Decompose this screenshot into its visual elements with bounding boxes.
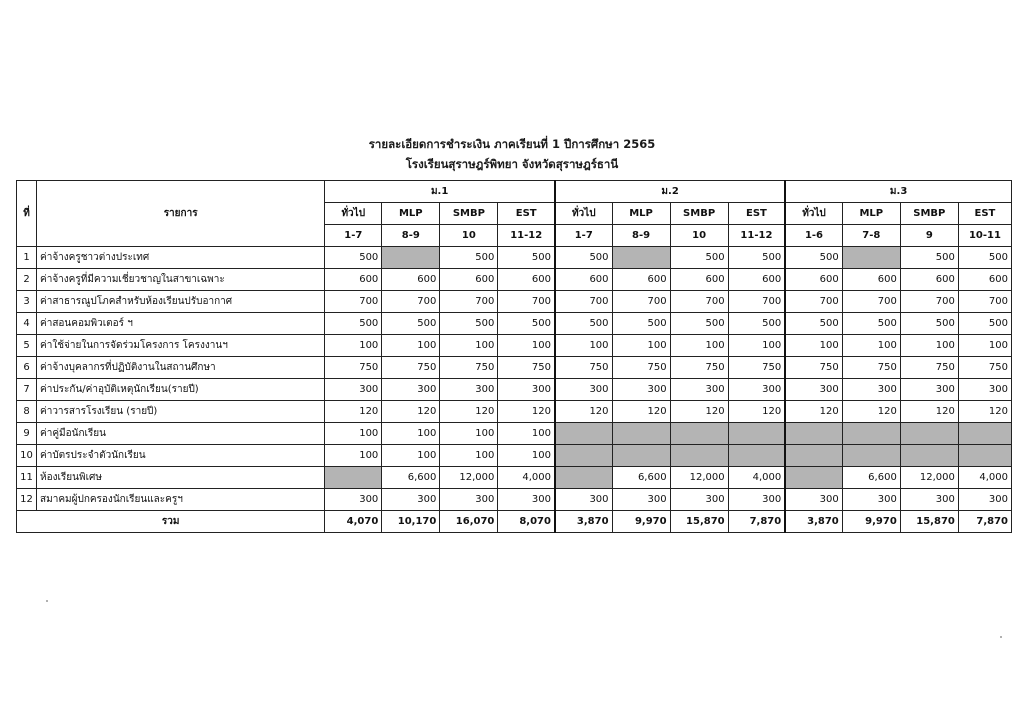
- grade-group-header: ม.3: [785, 181, 1011, 203]
- fee-cell: 750: [900, 357, 958, 379]
- fee-cell: 300: [440, 489, 498, 511]
- scan-speck: [1000, 636, 1002, 638]
- fee-cell: 700: [382, 291, 440, 313]
- col-item-header: รายการ: [37, 181, 325, 247]
- fee-cell: 700: [900, 291, 958, 313]
- shaded-empty-cell: [958, 445, 1011, 467]
- program-header: ทั่วไป: [785, 203, 842, 225]
- fee-cell: 500: [498, 313, 555, 335]
- shaded-empty-cell: [325, 467, 382, 489]
- row-item-label: ค่าสาธารณูปโภคสำหรับห้องเรียนปรับอากาศ: [37, 291, 325, 313]
- shaded-empty-cell: [785, 467, 842, 489]
- row-number: 5: [17, 335, 37, 357]
- fee-cell: 100: [670, 335, 728, 357]
- fee-cell: 600: [900, 269, 958, 291]
- fee-cell: 300: [670, 489, 728, 511]
- program-header: MLP: [612, 203, 670, 225]
- fee-cell: 100: [325, 335, 382, 357]
- fee-cell: 100: [440, 445, 498, 467]
- fee-cell: 500: [325, 247, 382, 269]
- room-range-header: 1-6: [785, 225, 842, 247]
- row-item-label: ค่าจ้างบุคลากรที่ปฏิบัติงานในสถานศึกษา: [37, 357, 325, 379]
- program-header: EST: [958, 203, 1011, 225]
- table-body: [17, 247, 1012, 533]
- fee-cell: 300: [958, 489, 1011, 511]
- total-cell: 7,870: [728, 511, 785, 533]
- fee-cell: 4,000: [728, 467, 785, 489]
- room-range-header: 10-11: [958, 225, 1011, 247]
- shaded-empty-cell: [555, 445, 612, 467]
- shaded-empty-cell: [612, 445, 670, 467]
- fee-cell: 600: [612, 269, 670, 291]
- fee-cell: 100: [498, 335, 555, 357]
- table-row: [17, 247, 1012, 269]
- fee-cell: 700: [728, 291, 785, 313]
- table-row: [17, 269, 1012, 291]
- fee-cell: 100: [842, 335, 900, 357]
- row-number: 7: [17, 379, 37, 401]
- fee-cell: 120: [555, 401, 612, 423]
- fee-cell: 100: [382, 423, 440, 445]
- fee-cell: 750: [785, 357, 842, 379]
- fee-cell: 750: [555, 357, 612, 379]
- shaded-empty-cell: [728, 423, 785, 445]
- fee-cell: 750: [670, 357, 728, 379]
- shaded-empty-cell: [900, 423, 958, 445]
- table-row: [17, 489, 1012, 511]
- fee-cell: 100: [785, 335, 842, 357]
- table-row: [17, 445, 1012, 467]
- program-header: SMBP: [440, 203, 498, 225]
- row-item-label: ค่าวารสารโรงเรียน (รายปี): [37, 401, 325, 423]
- fee-cell: 300: [728, 489, 785, 511]
- fee-cell: 300: [382, 489, 440, 511]
- shaded-empty-cell: [842, 423, 900, 445]
- fee-cell: 100: [728, 335, 785, 357]
- shaded-empty-cell: [670, 445, 728, 467]
- fee-cell: 100: [498, 423, 555, 445]
- fee-cell: 500: [958, 247, 1011, 269]
- shaded-empty-cell: [785, 445, 842, 467]
- fee-cell: 600: [728, 269, 785, 291]
- room-range-header: 11-12: [498, 225, 555, 247]
- room-range-header: 1-7: [325, 225, 382, 247]
- title-line-1: รายละเอียดการชำระเงิน ภาคเรียนที่ 1 ปีการศึกษา 2565: [368, 137, 656, 151]
- fee-cell: 600: [842, 269, 900, 291]
- shaded-empty-cell: [555, 467, 612, 489]
- fee-cell: 500: [670, 247, 728, 269]
- fee-cell: 750: [842, 357, 900, 379]
- row-number: 4: [17, 313, 37, 335]
- fee-cell: 300: [785, 379, 842, 401]
- row-number: 10: [17, 445, 37, 467]
- table-row: [17, 467, 1012, 489]
- fee-cell: 500: [382, 313, 440, 335]
- fee-table: [16, 180, 1012, 533]
- fee-cell: 500: [728, 247, 785, 269]
- total-cell: 7,870: [958, 511, 1011, 533]
- fee-cell: 100: [325, 423, 382, 445]
- fee-cell: 500: [728, 313, 785, 335]
- room-range-header: 9: [900, 225, 958, 247]
- shaded-empty-cell: [382, 247, 440, 269]
- fee-cell: 120: [670, 401, 728, 423]
- fee-cell: 100: [498, 445, 555, 467]
- total-cell: 4,070: [325, 511, 382, 533]
- fee-cell: 600: [325, 269, 382, 291]
- shaded-empty-cell: [900, 445, 958, 467]
- fee-cell: 120: [440, 401, 498, 423]
- row-item-label: ค่าคู่มือนักเรียน: [37, 423, 325, 445]
- program-header: MLP: [382, 203, 440, 225]
- fee-cell: 700: [842, 291, 900, 313]
- col-number-header: ที่: [17, 181, 37, 247]
- total-label: รวม: [17, 511, 325, 533]
- row-item-label: ค่าประกัน/ค่าอุบัติเหตุนักเรียน(รายปี): [37, 379, 325, 401]
- fee-cell: 300: [728, 379, 785, 401]
- fee-cell: 750: [382, 357, 440, 379]
- fee-cell: 300: [900, 379, 958, 401]
- row-number: 1: [17, 247, 37, 269]
- table-row: [17, 379, 1012, 401]
- fee-cell: 500: [440, 247, 498, 269]
- shaded-empty-cell: [728, 445, 785, 467]
- fee-cell: 100: [382, 445, 440, 467]
- fee-cell: 600: [498, 269, 555, 291]
- fee-cell: 300: [785, 489, 842, 511]
- total-cell: 15,870: [900, 511, 958, 533]
- fee-cell: 300: [325, 379, 382, 401]
- fee-cell: 120: [498, 401, 555, 423]
- grade-group-header: ม.2: [555, 181, 785, 203]
- room-range-header: 8-9: [612, 225, 670, 247]
- total-row: [17, 511, 1012, 533]
- fee-cell: 300: [325, 489, 382, 511]
- fee-cell: 300: [670, 379, 728, 401]
- title-line-2: โรงเรียนสุราษฎร์พิทยา จังหวัดสุราษฎร์ธานี: [405, 157, 619, 171]
- fee-cell: 700: [785, 291, 842, 313]
- fee-cell: 100: [440, 335, 498, 357]
- fee-cell: 300: [958, 379, 1011, 401]
- grade-group-header: ม.1: [325, 181, 555, 203]
- program-header: ทั่วไป: [325, 203, 382, 225]
- fee-cell: 6,600: [382, 467, 440, 489]
- fee-cell: 300: [842, 489, 900, 511]
- fee-cell: 500: [555, 247, 612, 269]
- fee-cell: 4,000: [498, 467, 555, 489]
- fee-cell: 600: [440, 269, 498, 291]
- fee-cell: 500: [612, 313, 670, 335]
- fee-cell: 500: [325, 313, 382, 335]
- row-number: 9: [17, 423, 37, 445]
- fee-cell: 700: [325, 291, 382, 313]
- room-range-header: 1-7: [555, 225, 612, 247]
- fee-cell: 600: [785, 269, 842, 291]
- table-row: [17, 401, 1012, 423]
- row-number: 12: [17, 489, 37, 511]
- fee-cell: 600: [958, 269, 1011, 291]
- fee-cell: 600: [555, 269, 612, 291]
- fee-cell: 750: [612, 357, 670, 379]
- fee-cell: 120: [785, 401, 842, 423]
- fee-cell: 700: [670, 291, 728, 313]
- total-cell: 9,970: [612, 511, 670, 533]
- shaded-empty-cell: [842, 247, 900, 269]
- fee-cell: 300: [612, 379, 670, 401]
- total-cell: 3,870: [555, 511, 612, 533]
- fee-cell: 120: [728, 401, 785, 423]
- fee-cell: 300: [900, 489, 958, 511]
- fee-cell: 500: [555, 313, 612, 335]
- fee-cell: 600: [382, 269, 440, 291]
- row-item-label: ค่าใช้จ่ายในการจัดร่วมโครงการ โครงงานฯ: [37, 335, 325, 357]
- document-title: [0, 134, 1024, 174]
- fee-cell: 750: [325, 357, 382, 379]
- room-range-header: 7-8: [842, 225, 900, 247]
- row-item-label: ค่าจ้างครูชาวต่างประเทศ: [37, 247, 325, 269]
- fee-cell: 500: [785, 313, 842, 335]
- row-number: 3: [17, 291, 37, 313]
- fee-cell: 300: [498, 379, 555, 401]
- fee-cell: 700: [498, 291, 555, 313]
- fee-cell: 500: [900, 313, 958, 335]
- fee-cell: 300: [842, 379, 900, 401]
- fee-cell: 700: [612, 291, 670, 313]
- program-header: EST: [498, 203, 555, 225]
- fee-cell: 12,000: [670, 467, 728, 489]
- program-header: SMBP: [900, 203, 958, 225]
- shaded-empty-cell: [612, 423, 670, 445]
- total-cell: 15,870: [670, 511, 728, 533]
- total-cell: 8,070: [498, 511, 555, 533]
- fee-cell: 750: [498, 357, 555, 379]
- total-cell: 10,170: [382, 511, 440, 533]
- fee-cell: 120: [382, 401, 440, 423]
- fee-cell: 750: [958, 357, 1011, 379]
- shaded-empty-cell: [670, 423, 728, 445]
- fee-cell: 700: [440, 291, 498, 313]
- fee-cell: 12,000: [440, 467, 498, 489]
- fee-cell: 100: [325, 445, 382, 467]
- total-cell: 9,970: [842, 511, 900, 533]
- fee-cell: 500: [958, 313, 1011, 335]
- fee-cell: 700: [958, 291, 1011, 313]
- fee-cell: 700: [555, 291, 612, 313]
- fee-cell: 500: [842, 313, 900, 335]
- table-row: [17, 291, 1012, 313]
- fee-cell: 500: [785, 247, 842, 269]
- fee-cell: 100: [612, 335, 670, 357]
- shaded-empty-cell: [555, 423, 612, 445]
- row-number: 11: [17, 467, 37, 489]
- table-row: [17, 423, 1012, 445]
- fee-cell: 120: [900, 401, 958, 423]
- total-cell: 16,070: [440, 511, 498, 533]
- fee-cell: 12,000: [900, 467, 958, 489]
- fee-cell: 100: [555, 335, 612, 357]
- fee-cell: 100: [440, 423, 498, 445]
- fee-cell: 500: [900, 247, 958, 269]
- fee-cell: 750: [728, 357, 785, 379]
- fee-cell: 300: [440, 379, 498, 401]
- shaded-empty-cell: [842, 445, 900, 467]
- fee-cell: 4,000: [958, 467, 1011, 489]
- shaded-empty-cell: [785, 423, 842, 445]
- shaded-empty-cell: [958, 423, 1011, 445]
- room-range-header: 8-9: [382, 225, 440, 247]
- fee-cell: 100: [958, 335, 1011, 357]
- row-item-label: ค่าสอนคอมพิวเตอร์ ฯ: [37, 313, 325, 335]
- header-row-groups: [17, 181, 1012, 203]
- fee-cell: 300: [612, 489, 670, 511]
- fee-cell: 500: [440, 313, 498, 335]
- scan-speck: [46, 600, 48, 602]
- program-header: ทั่วไป: [555, 203, 612, 225]
- table-header: [17, 181, 1012, 247]
- room-range-header: 10: [440, 225, 498, 247]
- fee-cell: 120: [842, 401, 900, 423]
- shaded-empty-cell: [612, 247, 670, 269]
- fee-cell: 500: [498, 247, 555, 269]
- fee-cell: 6,600: [842, 467, 900, 489]
- fee-cell: 750: [440, 357, 498, 379]
- row-item-label: ค่าจ้างครูที่มีความเชี่ยวชาญในสาขาเฉพาะ: [37, 269, 325, 291]
- room-range-header: 11-12: [728, 225, 785, 247]
- fee-cell: 300: [498, 489, 555, 511]
- row-item-label: ห้องเรียนพิเศษ: [37, 467, 325, 489]
- table-row: [17, 335, 1012, 357]
- fee-cell: 600: [670, 269, 728, 291]
- fee-cell: 100: [382, 335, 440, 357]
- fee-cell: 500: [670, 313, 728, 335]
- fee-cell: 300: [555, 489, 612, 511]
- program-header: SMBP: [670, 203, 728, 225]
- fee-cell: 120: [958, 401, 1011, 423]
- fee-cell: 120: [612, 401, 670, 423]
- table-row: [17, 357, 1012, 379]
- row-item-label: สมาคมผู้ปกครองนักเรียนและครูฯ: [37, 489, 325, 511]
- row-number: 8: [17, 401, 37, 423]
- fee-cell: 300: [555, 379, 612, 401]
- room-range-header: 10: [670, 225, 728, 247]
- row-item-label: ค่าบัตรประจำตัวนักเรียน: [37, 445, 325, 467]
- fee-cell: 120: [325, 401, 382, 423]
- table-row: [17, 313, 1012, 335]
- program-header: EST: [728, 203, 785, 225]
- program-header: MLP: [842, 203, 900, 225]
- fee-cell: 100: [900, 335, 958, 357]
- total-cell: 3,870: [785, 511, 842, 533]
- fee-cell: 300: [382, 379, 440, 401]
- fee-cell: 6,600: [612, 467, 670, 489]
- row-number: 6: [17, 357, 37, 379]
- row-number: 2: [17, 269, 37, 291]
